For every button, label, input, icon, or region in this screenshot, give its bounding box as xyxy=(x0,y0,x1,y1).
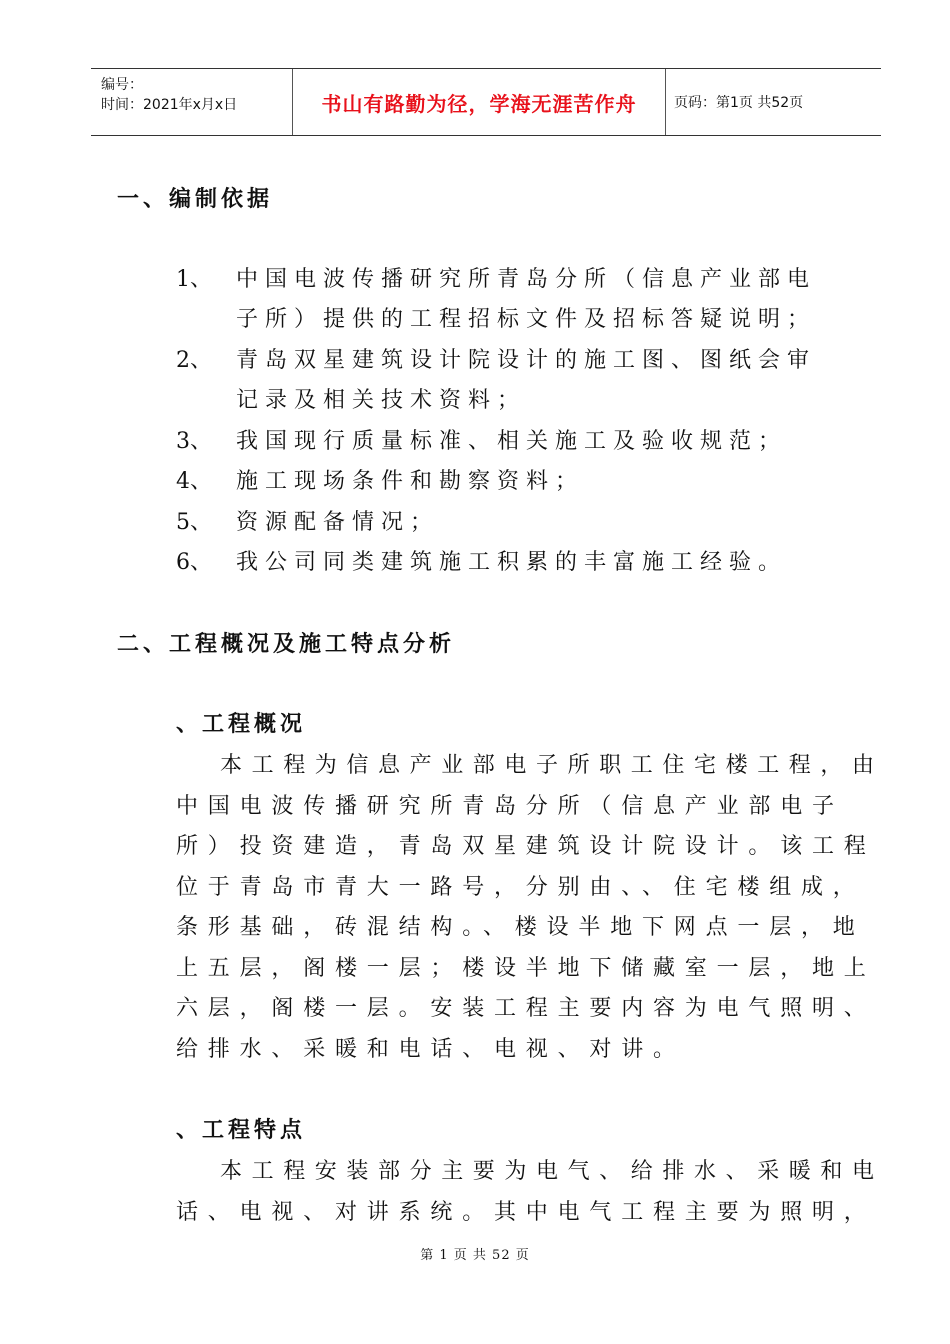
motto: 书山有路勤为径，学海无涯苦作舟 xyxy=(321,91,637,116)
paragraph-line: 给排水、采暖和电话、电视、对讲。 xyxy=(176,1037,685,1062)
item-text-continued: 记录及相关技术资料； xyxy=(236,388,527,413)
item-text: 我国现行质量标准、相关施工及验收规范； xyxy=(236,429,788,454)
item-text: 中国电波传播研究所青岛分所（信息产业部电 xyxy=(236,267,817,292)
item-number: 1、 xyxy=(176,267,212,292)
paragraph-line: 本工程安装部分主要为电气、给排水、采暖和电 xyxy=(220,1159,884,1184)
paragraph-line: 本工程为信息产业部电子所职工住宅楼工程，由 xyxy=(220,753,884,778)
header-motto-cell xyxy=(293,69,666,135)
item-text-continued: 子所）提供的工程招标文件及招标答疑说明； xyxy=(236,307,817,332)
page-label: 页码：第1页 共52页 xyxy=(674,95,804,111)
list-item xyxy=(176,505,439,536)
item-number: 3、 xyxy=(176,429,212,454)
paragraph-line: 中国电波传播研究所青岛分所（信息产业部电子 xyxy=(176,794,844,819)
page-footer: 第 1 页 共 52 页 xyxy=(420,1248,530,1263)
header-page-cell xyxy=(666,69,881,135)
list-item xyxy=(176,343,816,374)
item-text: 资源配备情况； xyxy=(236,510,440,535)
paragraph-line: 所）投资建造，青岛双星建筑设计院设计。该工程 xyxy=(176,834,876,859)
subsection-features-title: 、工程特点 xyxy=(176,1117,307,1143)
page-header xyxy=(91,68,881,136)
paragraph-line: 条形基础，砖混结构。、楼设半地下网点一层，地 xyxy=(176,915,865,940)
item-number: 5、 xyxy=(176,510,212,535)
header-meta xyxy=(91,69,293,135)
item-text: 青岛双星建筑设计院设计的施工图、图纸会审 xyxy=(236,348,817,373)
item-text: 我公司同类建筑施工积累的丰富施工经验。 xyxy=(236,550,788,575)
paragraph-line: 上五层，阁楼一层；楼设半地下储藏室一层，地上 xyxy=(176,956,876,981)
paragraph-line: 位于青岛市青大一路号，分别由、、住宅楼组成， xyxy=(176,875,865,900)
section-2-title: 二、工程概况及施工特点分析 xyxy=(117,631,456,657)
list-item xyxy=(176,262,816,293)
item-number: 6、 xyxy=(176,550,212,575)
subsection-overview-title: 、工程概况 xyxy=(176,711,307,737)
list-item xyxy=(176,464,584,495)
item-text: 施工现场条件和勘察资料； xyxy=(236,469,585,494)
item-number: 4、 xyxy=(176,469,212,494)
code-label: 编号： xyxy=(101,77,143,93)
paragraph-line: 话、电视、对讲系统。其中电气工程主要为照明， xyxy=(176,1200,876,1225)
time-label: 时间：2021年x月x日 xyxy=(101,97,238,113)
section-1-title: 一、编制依据 xyxy=(117,186,274,212)
list-item xyxy=(176,424,787,455)
paragraph-line: 六层，阁楼一层。安装工程主要内容为电气照明、 xyxy=(176,996,876,1021)
item-number: 2、 xyxy=(176,348,212,373)
list-item xyxy=(176,545,787,576)
